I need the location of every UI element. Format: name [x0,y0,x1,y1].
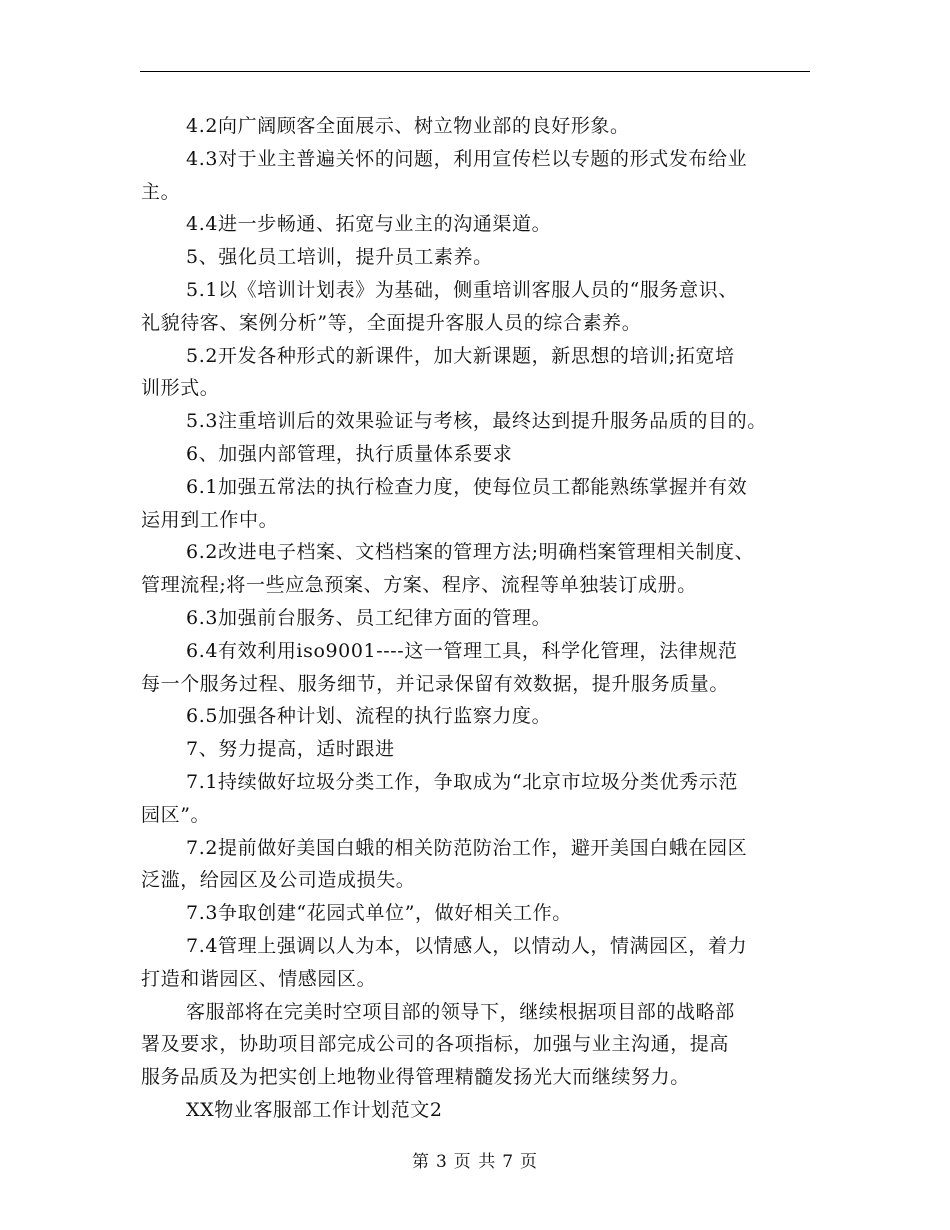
text-line: 5.3注重培训后的效果验证与考核，最终达到提升服务品质的目的。 [186,410,767,433]
text-line: 7.3争取创建“花园式单位”，做好相关工作。 [186,902,572,925]
text-line: 7.4管理上强调以人为本，以情感人，以情动人，情满园区，着力 [186,934,748,957]
text-line: 4.3对于业主普遍关怀的问题，利用宣传栏以专题的形式发布给业 [186,147,748,170]
text-line: 管理流程;将一些应急预案、方案、程序、流程等单独装订成册。 [141,574,697,597]
text-line: 园区”。 [141,803,211,826]
text-line: 5、强化员工培训，提升员工素养。 [186,246,493,269]
text-line: 6.4有效利用iso9001----这一管理工具，科学化管理，法律规范 [186,639,738,662]
header-rule [140,71,810,72]
text-line: 4.2向广阔顾客全面展示、树立物业部的良好形象。 [186,115,630,137]
text-line: 7、努力提高，适时跟进 [186,738,395,761]
footer-middle: 页 共 [453,1152,497,1172]
footer-current-page: 3 [435,1152,448,1172]
text-line: 6.1加强五常法的执行检查力度，使每位员工都能熟练掌握并有效 [186,475,748,498]
footer-suffix: 页 [520,1152,539,1172]
text-line: 客服部将在完美时空项目部的领导下，继续根据项目部的战略部 [186,1000,735,1023]
text-line: 6.2改进电子档案、文档档案的管理方法;明确档案管理相关制度、 [186,541,755,564]
text-line: 泛滥，给园区及公司造成损失。 [141,869,416,892]
text-line: 运用到工作中。 [141,508,279,531]
text-line: 训形式。 [141,377,220,400]
text-line: 6.3加强前台服务、员工纪律方面的管理。 [186,606,552,629]
text-line: 打造和谐园区、情感园区。 [141,967,377,990]
text-line: 署及要求，协助项目部完成公司的各项指标，加强与业主沟通，提高 [141,1033,730,1056]
text-line: XX物业客服部工作计划范文2 [186,1098,443,1121]
text-line: 7.2提前做好美国白蛾的相关防范防治工作，避开美国白蛾在园区 [186,836,748,859]
document-body [141,110,831,1127]
text-line: 7.1持续做好垃圾分类工作，争取成为“北京市垃圾分类优秀示范 [186,770,738,793]
footer-prefix: 第 [411,1152,430,1172]
text-line: 服务品质及为把实创上地物业得管理精髓发扬光大而继续努力。 [141,1066,690,1089]
text-line: 6、加强内部管理，执行质量体系要求 [186,442,513,465]
text-line: 5.1以《培训计划表》为基础，侧重培训客服人员的“服务意识、 [186,278,738,301]
text-line: 主。 [141,180,181,203]
text-line: 4.4进一步畅通、拓宽与业主的沟通渠道。 [186,213,552,236]
text-line: 每一个服务过程、服务细节，并记录保留有效数据，提升服务质量。 [141,672,730,695]
text-line: 5.2开发各种形式的新课件，加大新课题，新思想的培训;拓宽培 [186,344,735,367]
text-line: 6.5加强各种计划、流程的执行监察力度。 [186,705,552,728]
page-footer [0,1147,950,1172]
text-line: 礼貌待客、案例分析”等，全面提升客服人员的综合素养。 [141,311,642,334]
footer-total-pages: 7 [502,1152,515,1172]
